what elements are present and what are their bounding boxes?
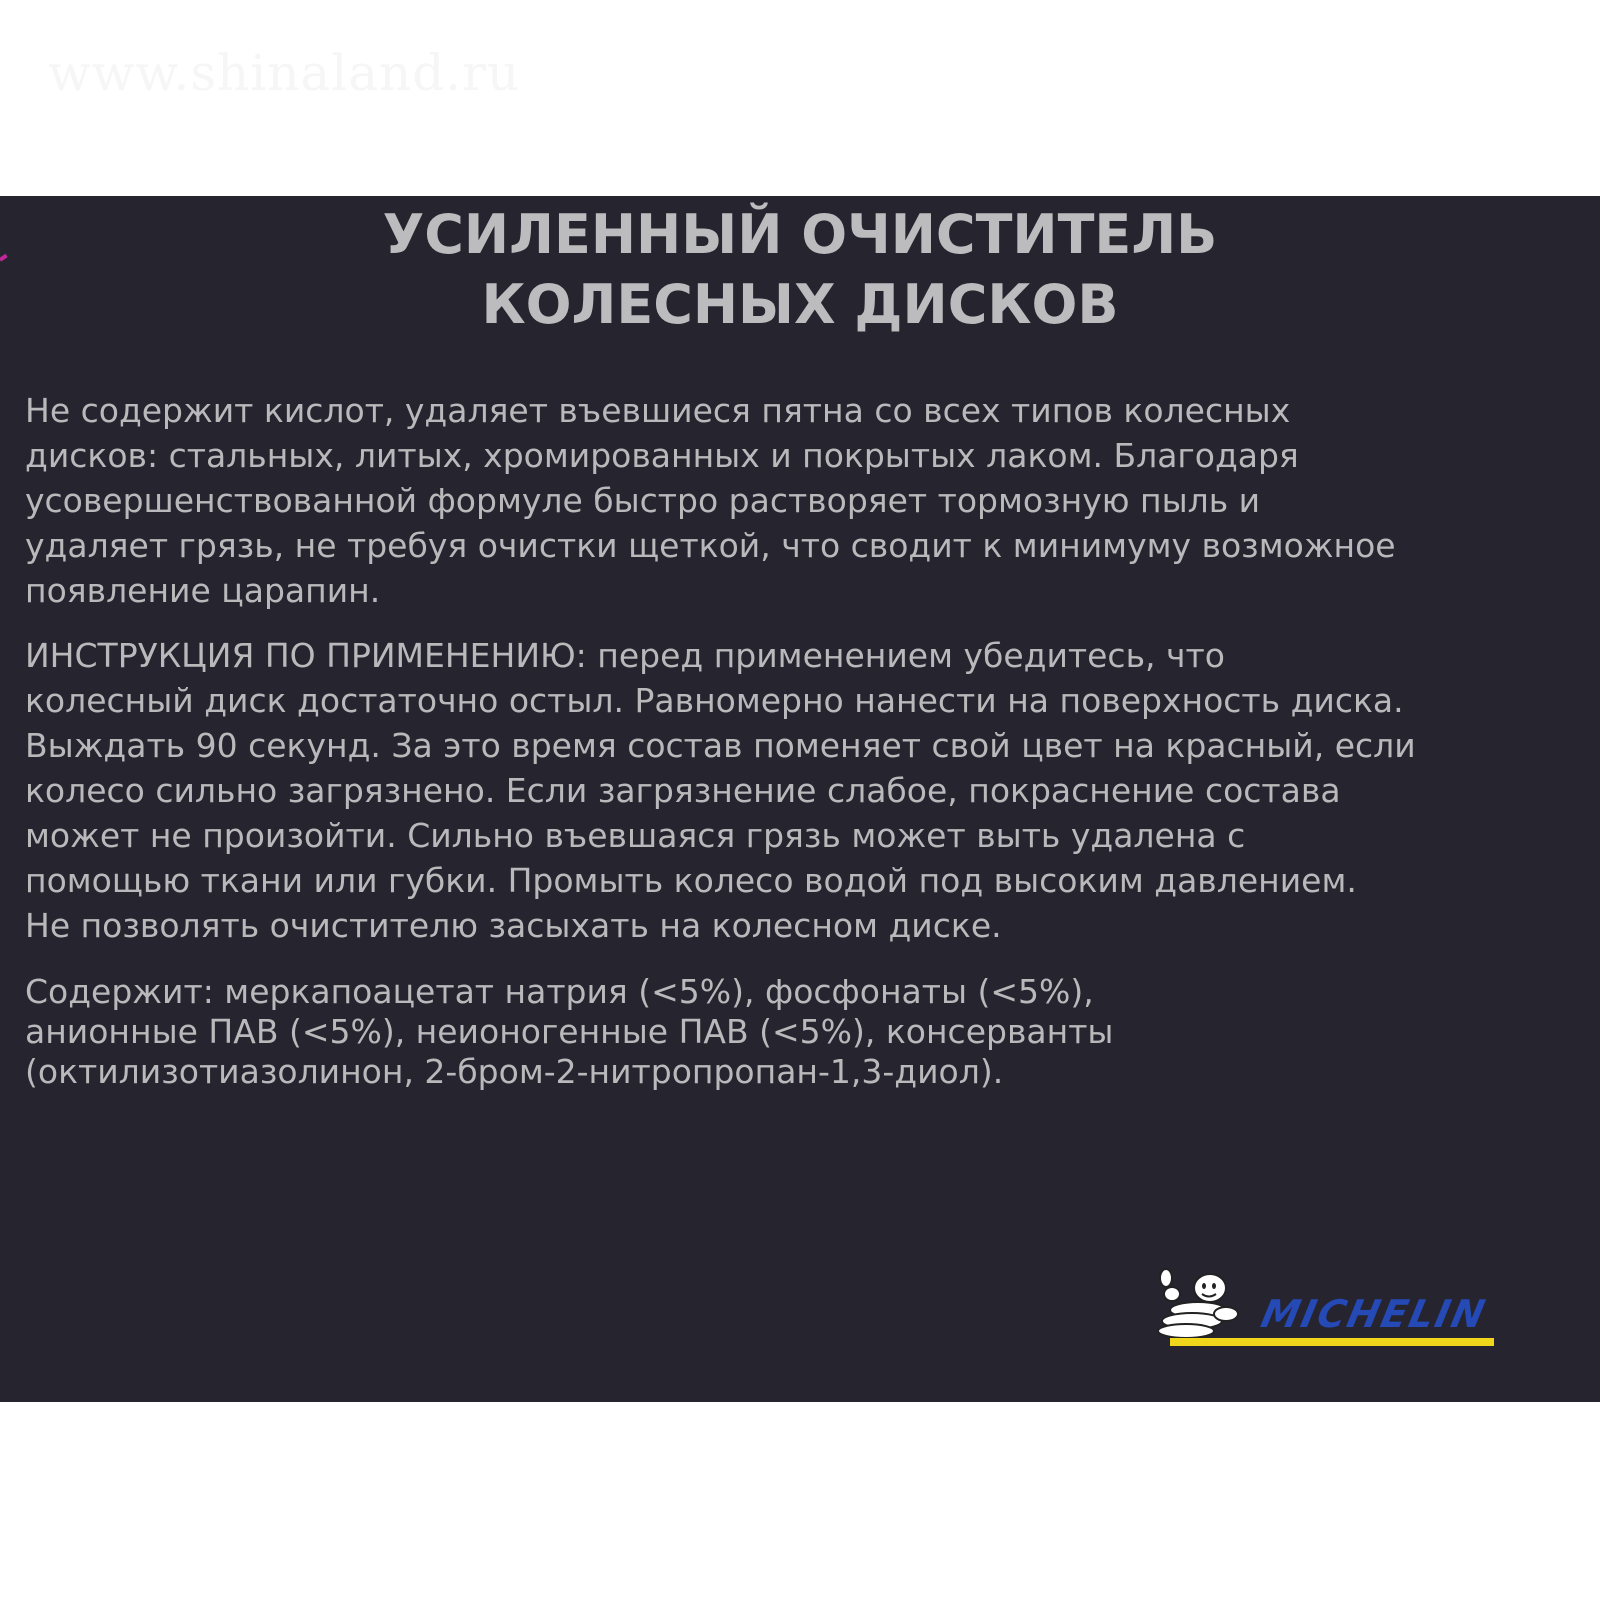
title-line-1: УСИЛЕННЫЙ ОЧИСТИТЕЛЬ [382,203,1218,266]
info-panel [0,196,1600,1402]
site-watermark: www.shinaland.ru [48,44,521,102]
product-text [25,388,1585,1092]
michelin-wordmark: MICHELIN [1257,1292,1491,1336]
ingredients-paragraph: Содержит: меркапоацетат натрия (<5%), фосфонаты (<5%), анионные ПАВ (<5%), неионогенные ПАВ (<5%), консерванты (октилизотиазолинон, 2-бром-2-нитропропан-1,3-диол). [25,972,1114,1091]
michelin-man-icon [1152,1264,1262,1346]
logo-yellow-bar [1170,1338,1494,1346]
michelin-logo [1152,1264,1562,1354]
instructions-paragraph: ИНСТРУКЦИЯ ПО ПРИМЕНЕНИЮ: перед применением убедитесь, что колесный диск достаточно остыл. Равномерно нанести на поверхность диска. Выждать 90 секунд. За это время состав поменяет свой цвет на красный, если колесо сильно загрязнено. Если загрязнение слабое, покраснение состава может не произойти. Сильно въевшаяся грязь может выть удалена с помощью ткани или губки. Промыть колесо водой под высоким давлением. Не позволять очистителю засыхать на колесном диске. [25,636,1416,945]
description-paragraph: Не содержит кислот, удаляет въевшиеся пятна со всех типов колесных дисков: стальных, литых, хромированных и покрытых лаком. Благодаря усовершенствованной формуле быстро растворяет тормозную пыль и удаляет грязь, не требуя очистки щеткой, что сводит к минимуму возможное появление царапин. [25,391,1396,610]
product-title [0,200,1600,340]
title-line-2: КОЛЕСНЫХ ДИСКОВ [481,273,1119,336]
